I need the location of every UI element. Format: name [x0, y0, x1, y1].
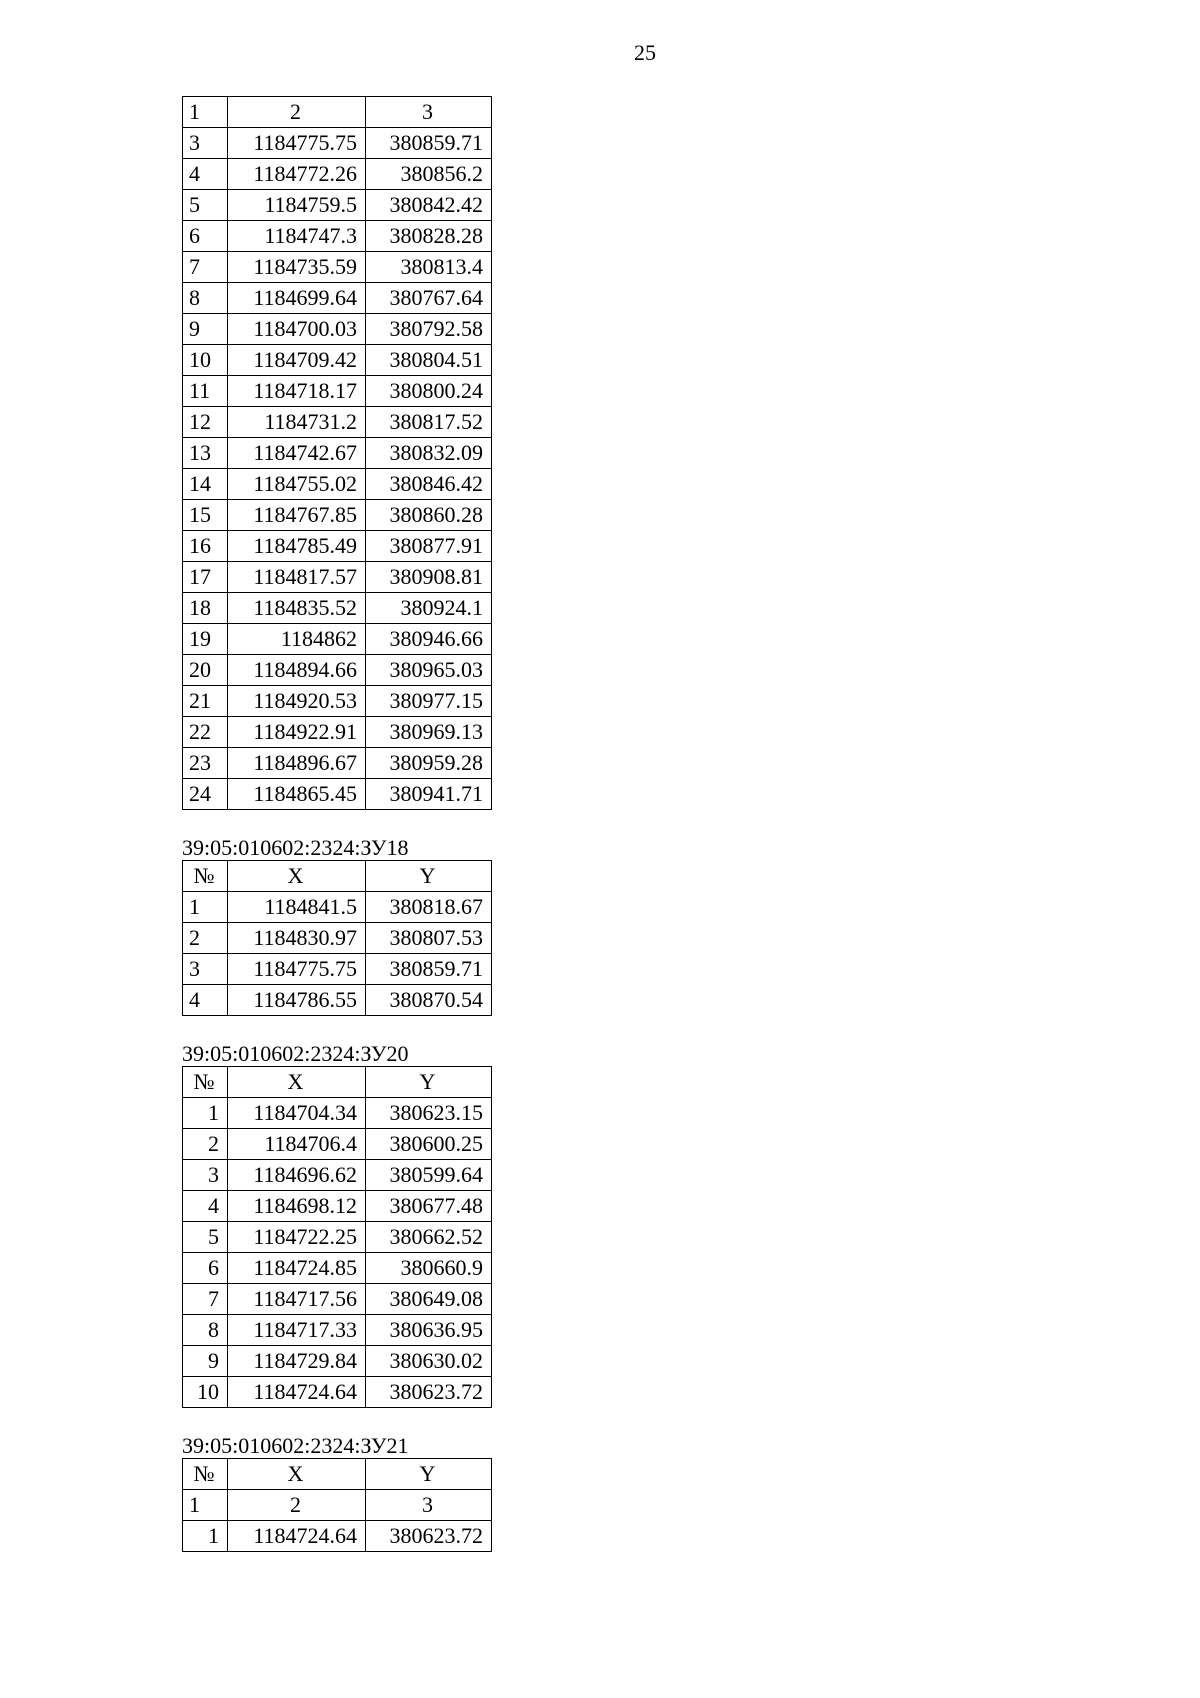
table-row [183, 954, 492, 985]
coordinates-block-continued [182, 96, 512, 810]
x-coordinate-cell: 1184698.12 [228, 1191, 366, 1222]
y-coordinate-cell: 380877.91 [366, 531, 492, 562]
point-number-cell: 8 [183, 1315, 228, 1346]
y-coordinate-cell: 380767.64 [366, 283, 492, 314]
header-cell-y: Y [366, 1067, 492, 1098]
x-coordinate-cell: 1184724.64 [228, 1377, 366, 1408]
x-coordinate-cell: 1184841.5 [228, 892, 366, 923]
x-coordinate-cell: 1184835.52 [228, 593, 366, 624]
point-number-cell: 23 [183, 748, 228, 779]
coordinates-block-zu18 [182, 836, 512, 1016]
point-number-cell: 3 [183, 128, 228, 159]
y-coordinate-cell: 380649.08 [366, 1284, 492, 1315]
point-number-cell: 10 [183, 1377, 228, 1408]
table-row [183, 892, 492, 923]
table-row [183, 190, 492, 221]
y-coordinate-cell: 380828.28 [366, 221, 492, 252]
y-coordinate-cell: 380636.95 [366, 1315, 492, 1346]
y-coordinate-cell: 380792.58 [366, 314, 492, 345]
y-coordinate-cell: 380600.25 [366, 1129, 492, 1160]
x-coordinate-cell: 1184747.3 [228, 221, 366, 252]
table-row [183, 1098, 492, 1129]
point-number-cell: 4 [183, 159, 228, 190]
y-coordinate-cell: 380859.71 [366, 128, 492, 159]
header-cell-number: № [183, 1067, 228, 1098]
table-row [183, 314, 492, 345]
point-number-cell: 8 [183, 283, 228, 314]
point-number-cell: 5 [183, 1222, 228, 1253]
coordinates-table-zu18 [182, 860, 492, 1016]
table-row [183, 283, 492, 314]
table-row [183, 531, 492, 562]
table-row [183, 438, 492, 469]
table-row [183, 748, 492, 779]
x-coordinate-cell: 1184830.97 [228, 923, 366, 954]
y-coordinate-cell: 380870.54 [366, 985, 492, 1016]
table-row [183, 252, 492, 283]
x-coordinate-cell: 1184718.17 [228, 376, 366, 407]
x-coordinate-cell: 1184722.25 [228, 1222, 366, 1253]
x-coordinate-cell: 1184729.84 [228, 1346, 366, 1377]
point-number-cell: 1 [183, 1521, 228, 1552]
table-row [183, 1160, 492, 1191]
y-coordinate-cell: 380813.4 [366, 252, 492, 283]
header-cell-y: 3 [366, 97, 492, 128]
subheader-cell-3: 3 [366, 1490, 492, 1521]
coordinates-table-continued [182, 96, 492, 810]
x-coordinate-cell: 1184896.67 [228, 748, 366, 779]
y-coordinate-cell: 380908.81 [366, 562, 492, 593]
point-number-cell: 11 [183, 376, 228, 407]
table-row [183, 985, 492, 1016]
x-coordinate-cell: 1184862 [228, 624, 366, 655]
point-number-cell: 20 [183, 655, 228, 686]
point-number-cell: 6 [183, 1253, 228, 1284]
table-row [183, 128, 492, 159]
point-number-cell: 1 [183, 892, 228, 923]
x-coordinate-cell: 1184735.59 [228, 252, 366, 283]
point-number-cell: 4 [183, 985, 228, 1016]
table-header-row [183, 861, 492, 892]
table-row [183, 593, 492, 624]
y-coordinate-cell: 380804.51 [366, 345, 492, 376]
point-number-cell: 7 [183, 1284, 228, 1315]
point-number-cell: 22 [183, 717, 228, 748]
point-number-cell: 19 [183, 624, 228, 655]
table-row [183, 923, 492, 954]
point-number-cell: 16 [183, 531, 228, 562]
x-coordinate-cell: 1184755.02 [228, 469, 366, 500]
parcel-caption-zu18: 39:05:010602:2324:ЗУ18 [182, 835, 409, 860]
y-coordinate-cell: 380959.28 [366, 748, 492, 779]
table-row [183, 717, 492, 748]
table-row [183, 655, 492, 686]
table-row [183, 345, 492, 376]
point-number-cell: 3 [183, 954, 228, 985]
table-row [183, 686, 492, 717]
x-coordinate-cell: 1184759.5 [228, 190, 366, 221]
x-coordinate-cell: 1184865.45 [228, 779, 366, 810]
point-number-cell: 3 [183, 1160, 228, 1191]
x-coordinate-cell: 1184706.4 [228, 1129, 366, 1160]
x-coordinate-cell: 1184699.64 [228, 283, 366, 314]
x-coordinate-cell: 1184894.66 [228, 655, 366, 686]
y-coordinate-cell: 380630.02 [366, 1346, 492, 1377]
table-row [183, 562, 492, 593]
point-number-cell: 15 [183, 500, 228, 531]
point-number-cell: 7 [183, 252, 228, 283]
table-row [183, 221, 492, 252]
x-coordinate-cell: 1184724.85 [228, 1253, 366, 1284]
coordinates-table-zu20 [182, 1066, 492, 1408]
y-coordinate-cell: 380807.53 [366, 923, 492, 954]
table-header-row [183, 1459, 492, 1490]
table-row [183, 1315, 492, 1346]
table-row [183, 407, 492, 438]
y-coordinate-cell: 380977.15 [366, 686, 492, 717]
table-header-row [183, 97, 492, 128]
header-cell-y: Y [366, 1459, 492, 1490]
header-cell-x: 2 [228, 97, 366, 128]
y-coordinate-cell: 380924.1 [366, 593, 492, 624]
y-coordinate-cell: 380856.2 [366, 159, 492, 190]
y-coordinate-cell: 380660.9 [366, 1253, 492, 1284]
point-number-cell: 17 [183, 562, 228, 593]
table-subheader-row [183, 1490, 492, 1521]
y-coordinate-cell: 380860.28 [366, 500, 492, 531]
point-number-cell: 9 [183, 1346, 228, 1377]
x-coordinate-cell: 1184922.91 [228, 717, 366, 748]
y-coordinate-cell: 380599.64 [366, 1160, 492, 1191]
y-coordinate-cell: 380800.24 [366, 376, 492, 407]
y-coordinate-cell: 380677.48 [366, 1191, 492, 1222]
x-coordinate-cell: 1184785.49 [228, 531, 366, 562]
y-coordinate-cell: 380623.15 [366, 1098, 492, 1129]
point-number-cell: 1 [183, 1098, 228, 1129]
header-cell-y: Y [366, 861, 492, 892]
table-row [183, 469, 492, 500]
x-coordinate-cell: 1184696.62 [228, 1160, 366, 1191]
header-cell-number: № [183, 1459, 228, 1490]
x-coordinate-cell: 1184731.2 [228, 407, 366, 438]
coordinates-block-zu20 [182, 1042, 512, 1408]
table-row [183, 624, 492, 655]
x-coordinate-cell: 1184775.75 [228, 954, 366, 985]
table-row [183, 1346, 492, 1377]
table-row [183, 779, 492, 810]
table-row [183, 1191, 492, 1222]
x-coordinate-cell: 1184742.67 [228, 438, 366, 469]
table-row [183, 1521, 492, 1552]
point-number-cell: 13 [183, 438, 228, 469]
table-row [183, 1284, 492, 1315]
x-coordinate-cell: 1184700.03 [228, 314, 366, 345]
y-coordinate-cell: 380662.52 [366, 1222, 492, 1253]
y-coordinate-cell: 380859.71 [366, 954, 492, 985]
x-coordinate-cell: 1184786.55 [228, 985, 366, 1016]
point-number-cell: 6 [183, 221, 228, 252]
coordinates-table-zu21 [182, 1458, 492, 1552]
x-coordinate-cell: 1184709.42 [228, 345, 366, 376]
y-coordinate-cell: 380623.72 [366, 1521, 492, 1552]
x-coordinate-cell: 1184767.85 [228, 500, 366, 531]
table-row [183, 159, 492, 190]
table-row [183, 1377, 492, 1408]
point-number-cell: 9 [183, 314, 228, 345]
y-coordinate-cell: 380941.71 [366, 779, 492, 810]
parcel-caption-zu20: 39:05:010602:2324:ЗУ20 [182, 1041, 409, 1066]
y-coordinate-cell: 380817.52 [366, 407, 492, 438]
x-coordinate-cell: 1184920.53 [228, 686, 366, 717]
y-coordinate-cell: 380623.72 [366, 1377, 492, 1408]
y-coordinate-cell: 380969.13 [366, 717, 492, 748]
table-row [183, 1222, 492, 1253]
point-number-cell: 12 [183, 407, 228, 438]
subheader-cell-1: 1 [183, 1490, 228, 1521]
point-number-cell: 14 [183, 469, 228, 500]
point-number-cell: 4 [183, 1191, 228, 1222]
x-coordinate-cell: 1184817.57 [228, 562, 366, 593]
coordinates-block-zu21 [182, 1434, 512, 1552]
point-number-cell: 10 [183, 345, 228, 376]
point-number-cell: 2 [183, 1129, 228, 1160]
header-cell-number: 1 [183, 97, 228, 128]
y-coordinate-cell: 380846.42 [366, 469, 492, 500]
y-coordinate-cell: 380842.42 [366, 190, 492, 221]
x-coordinate-cell: 1184717.56 [228, 1284, 366, 1315]
y-coordinate-cell: 380818.67 [366, 892, 492, 923]
header-cell-x: X [228, 1459, 366, 1490]
table-row [183, 1129, 492, 1160]
point-number-cell: 2 [183, 923, 228, 954]
point-number-cell: 24 [183, 779, 228, 810]
table-row [183, 376, 492, 407]
subheader-cell-2: 2 [228, 1490, 366, 1521]
document-body [182, 96, 512, 1552]
table-row [183, 500, 492, 531]
y-coordinate-cell: 380832.09 [366, 438, 492, 469]
y-coordinate-cell: 380946.66 [366, 624, 492, 655]
header-cell-number: № [183, 861, 228, 892]
page-number: 25 [634, 40, 656, 65]
x-coordinate-cell: 1184717.33 [228, 1315, 366, 1346]
y-coordinate-cell: 380965.03 [366, 655, 492, 686]
x-coordinate-cell: 1184724.64 [228, 1521, 366, 1552]
x-coordinate-cell: 1184704.34 [228, 1098, 366, 1129]
x-coordinate-cell: 1184772.26 [228, 159, 366, 190]
point-number-cell: 18 [183, 593, 228, 624]
table-row [183, 1253, 492, 1284]
point-number-cell: 21 [183, 686, 228, 717]
header-cell-x: X [228, 1067, 366, 1098]
table-header-row [183, 1067, 492, 1098]
parcel-caption-zu21: 39:05:010602:2324:ЗУ21 [182, 1433, 409, 1458]
point-number-cell: 5 [183, 190, 228, 221]
x-coordinate-cell: 1184775.75 [228, 128, 366, 159]
header-cell-x: X [228, 861, 366, 892]
